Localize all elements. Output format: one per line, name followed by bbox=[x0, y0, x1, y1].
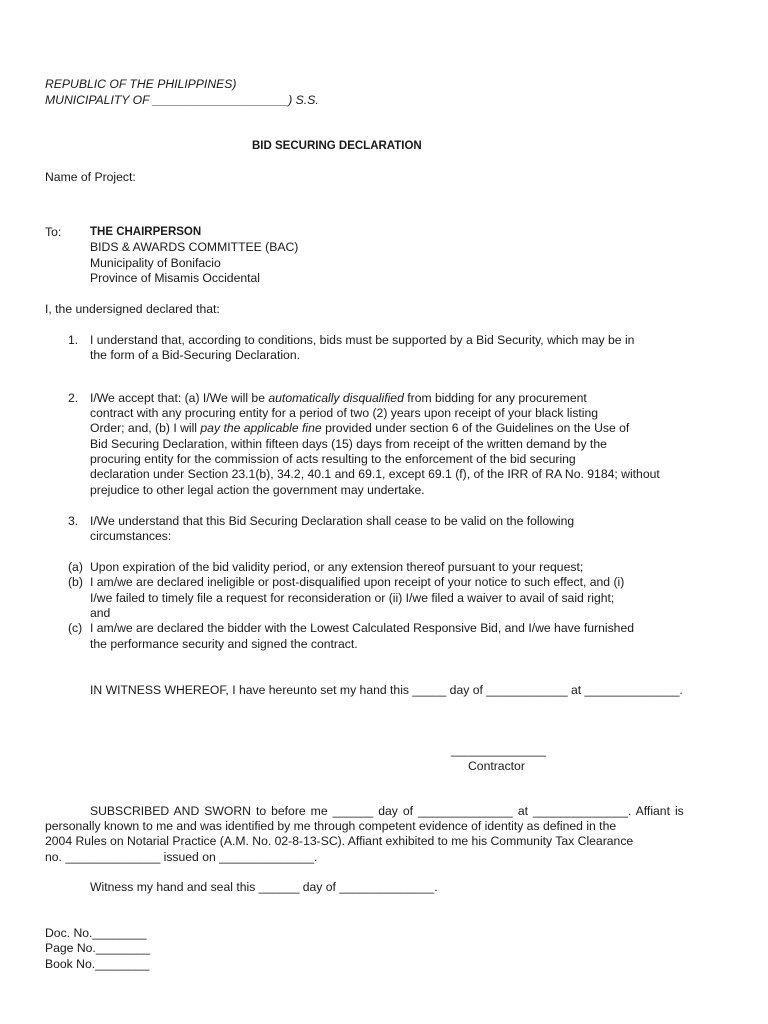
emphasis-fine: pay the applicable fine bbox=[200, 421, 322, 435]
subscribed-line-3: 2004 Rules on Notarial Practice (A.M. No. 02-8-13-SC). Affiant exhibited to me his Community Tax Clearance bbox=[45, 834, 634, 848]
item-3-line-1: I/We understand that this Bid Securing Declaration shall cease to be valid on the following bbox=[90, 514, 575, 528]
item-2-number: 2. bbox=[68, 391, 79, 405]
subitem-b-line-1: I am/we are declared ineligible or post-disqualified upon receipt of your notice to such effect, and (i) bbox=[90, 575, 625, 589]
header-municipality: MUNICIPALITY OF ____________________) S.S. bbox=[45, 93, 319, 107]
seal-clause: Witness my hand and seal this ______ day of ______________. bbox=[90, 880, 438, 894]
item-1-number: 1. bbox=[68, 333, 79, 347]
item-2-line-1: I/We accept that: (a) I/We will be automatically disqualified from bidding for any procurement bbox=[90, 391, 587, 405]
item-2-line-4: Bid Securing Declaration, within fifteen days (15) days from receipt of the written demand by the bbox=[90, 437, 607, 451]
recipient-municipality: Municipality of Bonifacio bbox=[90, 256, 221, 270]
signature-label: Contractor bbox=[468, 759, 525, 773]
subscribed-line-1: SUBSCRIBED AND SWORN to before me ______ day of ______________ at ______________. Affiant is bbox=[90, 804, 684, 818]
subitem-b-line-2: I/we failed to timely file a request for reconsideration or (ii) I/we filed a waiver to avail of said right; bbox=[90, 591, 615, 605]
page-number: Page No.________ bbox=[45, 941, 151, 955]
item-2-line-2: contract with any procuring entity for a period of two (2) years upon receipt of your black listing bbox=[90, 406, 599, 420]
doc-number: Doc. No.________ bbox=[45, 926, 147, 940]
subitem-c-line-1: I am/we are declared the bidder with the Lowest Calculated Responsive Bid, and I/we have furnished bbox=[90, 621, 635, 635]
book-number: Book No.________ bbox=[45, 957, 150, 971]
to-label: To: bbox=[45, 225, 62, 239]
subitem-b-line-3: and bbox=[90, 606, 111, 620]
item-1-line-1: I understand that, according to conditions, bids must be supported by a Bid Security, which may be in bbox=[90, 333, 635, 347]
subscribed-line-4: no. ______________ issued on ______________. bbox=[45, 850, 318, 864]
subitem-c-label: (c) bbox=[68, 621, 83, 635]
subitem-a-line-1: Upon expiration of the bid validity period, or any extension thereof pursuant to your request; bbox=[90, 560, 584, 574]
witness-clause: IN WITNESS WHEREOF, I have hereunto set my hand this _____ day of ____________ at ______________. bbox=[90, 683, 683, 697]
subscribed-line-2: personally known to me and was identified by me through competent evidence of identity as defined in the bbox=[45, 819, 617, 833]
subitem-b-label: (b) bbox=[68, 575, 83, 589]
item-3-number: 3. bbox=[68, 514, 79, 528]
project-label: Name of Project: bbox=[45, 170, 136, 184]
recipient-province: Province of Misamis Occidental bbox=[90, 271, 261, 285]
intro-text: I, the undersigned declared that: bbox=[45, 302, 220, 316]
item-3-line-2: circumstances: bbox=[90, 529, 172, 543]
document-title: BID SECURING DECLARATION bbox=[252, 140, 422, 152]
item-2-line-7: prejudice to other legal action the government may undertake. bbox=[90, 483, 425, 497]
item-2-line-6: declaration under Section 23.1(b), 34.2, 40.1 and 69.1, except 69.1 (f), of the IRR of RA No. 9184; without bbox=[90, 467, 660, 481]
emphasis-disqualified: automatically disqualified bbox=[268, 391, 404, 405]
recipient-committee: BIDS & AWARDS COMMITTEE (BAC) bbox=[90, 240, 299, 254]
recipient-title: THE CHAIRPERSON bbox=[90, 226, 202, 238]
header-republic: REPUBLIC OF THE PHILIPPINES) bbox=[45, 77, 237, 91]
subitem-a-label: (a) bbox=[68, 560, 83, 574]
item-2-line-3: Order; and, (b) I will pay the applicable fine provided under section 6 of the Guidelines on the Use of bbox=[90, 421, 630, 435]
subitem-c-line-2: the performance security and signed the contract. bbox=[90, 637, 358, 651]
item-1-line-2: the form of a Bid-Securing Declaration. bbox=[90, 348, 300, 362]
item-2-line-5: procuring entity for the commission of acts resulting to the enforcement of the bid securing bbox=[90, 452, 576, 466]
signature-line: ______________ bbox=[451, 743, 546, 757]
